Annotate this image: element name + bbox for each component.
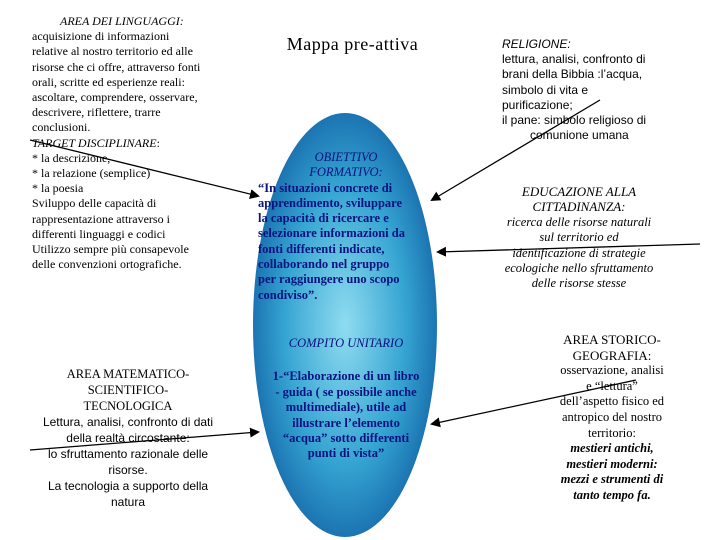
compito-block: [258, 336, 434, 462]
obiettivo-block: [258, 150, 434, 303]
religione-line: purificazione;: [502, 97, 573, 112]
obiettivo-line: apprendimento, sviluppare: [258, 195, 403, 210]
cittadinanza-line: sul territorio ed: [539, 230, 619, 245]
religione-heading: RELIGIONE:: [502, 37, 571, 51]
obiettivo-line: condiviso”.: [258, 287, 318, 302]
matematica-block: [30, 366, 226, 510]
compito-line: illustrare l’elemento: [292, 415, 400, 430]
linguaggi-line: conclusioni.: [32, 120, 91, 135]
linguaggi-line: acquisizione di informazioni: [32, 29, 170, 44]
obiettivo-line: per raggiungere uno scopo: [258, 272, 400, 287]
target-line: * la relazione (semplice): [32, 166, 151, 181]
compito-line: “acqua” sotto differenti: [282, 431, 410, 446]
matematica-heading: AREA MATEMATICO-: [66, 367, 190, 381]
linguaggi-line: descrivere, riflettere, trarre: [32, 105, 161, 120]
target-line: rappresentazione attraverso i: [32, 211, 170, 226]
compito-line: - guida ( se possibile anche: [275, 384, 417, 399]
linguaggi-line: relative al nostro territorio ed alle: [32, 44, 193, 59]
religione-block: [502, 37, 646, 143]
storico-heading: AREA STORICO-: [563, 332, 661, 347]
cittadinanza-heading: EDUCAZIONE ALLA: [521, 184, 637, 199]
obiettivo-heading: FORMATIVO:: [309, 165, 383, 180]
matematica-line: La tecnologia a supporto della: [47, 479, 209, 493]
religione-line: simbolo di vita e: [502, 82, 589, 97]
linguaggi-heading: AREA DEI LINGUAGGI:: [60, 14, 184, 28]
matematica-line: natura: [110, 495, 146, 509]
cittadinanza-line: delle risorse stesse: [531, 276, 627, 291]
religione-line: comunione umana: [530, 128, 629, 143]
compito-line: punti di vista”: [307, 446, 385, 461]
linguaggi-block: [32, 14, 200, 272]
linguaggi-line: ascoltare, comprendere, osservare,: [32, 90, 198, 105]
storico-bold-line: tanto tempo fa.: [573, 487, 651, 502]
target-heading: TARGET DISCIPLINARE: [32, 135, 157, 150]
religione-line: brani della Bibbia :l’acqua,: [502, 67, 643, 82]
matematica-line: risorse.: [108, 463, 148, 477]
obiettivo-line: collaborando nel gruppo: [258, 257, 390, 272]
obiettivo-line: “In situazioni concrete di: [258, 180, 393, 195]
storico-line: antropico del nostro: [562, 409, 662, 424]
target-line: differenti linguaggi e codici: [32, 226, 166, 241]
matematica-line: Lettura, analisi, confronto di dati: [42, 415, 214, 429]
storico-heading: GEOGRAFIA:: [572, 347, 652, 363]
compito-line: multimediale), utile ad: [285, 400, 407, 415]
matematica-line: della realtà circostante:: [66, 431, 190, 445]
matematica-heading: SCIENTIFICO-: [87, 383, 169, 397]
storico-bold-line: mestieri antichi,: [570, 441, 654, 456]
storico-line: osservazione, analisi: [560, 363, 664, 378]
linguaggi-line: risorse che ci offre, attraverso fonti: [32, 59, 201, 74]
compito-line: 1-“Elaborazione di un libro: [272, 369, 420, 384]
matematica-line: lo sfruttamento razionale delle: [47, 447, 209, 461]
matematica-heading: TECNOLOGICA: [83, 399, 173, 413]
target-colon: :: [156, 135, 160, 150]
obiettivo-heading: OBIETTIVO: [314, 150, 378, 164]
storico-line: dell’aspetto fisico ed: [559, 394, 665, 409]
linguaggi-line: orali, scritte ed esperienze reali:: [32, 74, 185, 89]
cittadinanza-block: [492, 184, 666, 292]
religione-line: lettura, analisi, confronto di: [502, 52, 646, 67]
storico-block: [542, 332, 682, 504]
cittadinanza-line: ricerca delle risorse naturali: [506, 214, 652, 229]
target-heading-row: [32, 136, 200, 151]
storico-bold-line: mestieri moderni:: [566, 456, 658, 471]
religione-line: il pane: simbolo religioso di: [502, 113, 647, 128]
cittadinanza-line: identificazione di strategie: [512, 245, 646, 260]
storico-bold-line: mezzi e strumenti di: [560, 472, 664, 487]
target-line: Sviluppo delle capacità di: [32, 196, 157, 211]
storico-line: e “lettura”: [586, 378, 638, 393]
cittadinanza-line: ecologiche nello sfruttamento: [504, 261, 654, 276]
obiettivo-line: fonti differenti indicate,: [258, 241, 385, 256]
target-line: delle convenzioni ortografiche.: [32, 257, 182, 272]
cittadinanza-heading: CITTADINANZA:: [532, 199, 626, 215]
target-line: * la descrizione,: [32, 150, 111, 165]
target-line: * la poesia: [32, 181, 84, 196]
map-title: Mappa pre-attiva: [286, 34, 419, 54]
obiettivo-line: la capacità di ricercare e: [258, 211, 389, 226]
target-line: Utilizzo sempre più consapevole: [32, 242, 189, 257]
storico-line: territorio:: [588, 425, 636, 440]
obiettivo-line: selezionare informazioni da: [258, 226, 405, 241]
compito-heading: COMPITO UNITARIO: [288, 336, 404, 350]
